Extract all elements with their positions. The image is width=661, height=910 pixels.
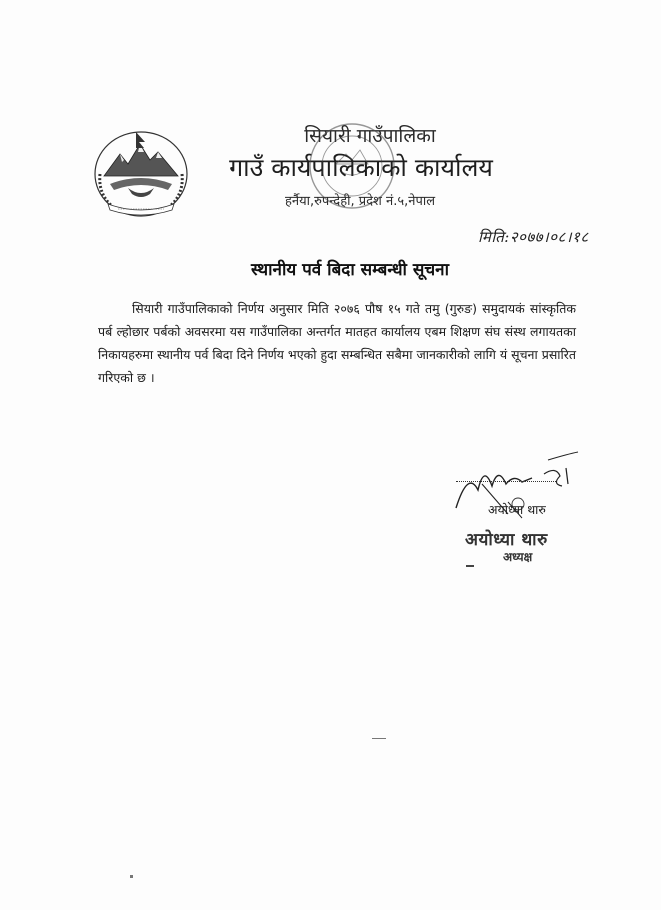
office-name: गाउँ कार्यपालिकाको कार्यालय <box>229 153 493 182</box>
scan-speck <box>130 875 133 878</box>
office-address: हर्नैया,रुपन्देही, प्रदेश नं.५,नेपाल <box>284 194 436 209</box>
notice-title: स्थानीय पर्व बिदा सम्बन्धी सूचना <box>251 260 449 280</box>
stamp-mark <box>466 565 474 567</box>
nepal-emblem-icon <box>92 124 190 218</box>
stamp-name: अयोध्या थारु <box>465 530 548 550</box>
municipality-name: सियारी गाउँपालिका <box>304 125 436 147</box>
scan-speck <box>372 738 386 739</box>
office-seal-icon <box>306 120 398 212</box>
notice-date: मिति:२०७७।०८।१८ <box>478 228 589 246</box>
notice-body: सियारी गाउँपालिकाको निर्णय अनुसार मिति २०७६ पौष १५ गते तमु (गुरुङ) समुदायकं सांस्कृतिक पर्ब ल्होछार पर्बको अवसरमा यस गाउँपालिका अन्तर्गत मातहत कार्यालय एबम शिक्षण संघ संस्थ लगायतका निकायहरुमा स्थानीय पर्व बिदा दिने निर्णय भएको हुदा सम्बन्धित सबैमा जानकारीको लागि यं सूचना प्रसारित गरिएको छ । <box>98 301 576 385</box>
stamp-designation: अध्यक्ष <box>503 550 533 564</box>
signatory-name: अयोध्या थारु <box>488 502 546 517</box>
signature-line <box>456 481 556 482</box>
